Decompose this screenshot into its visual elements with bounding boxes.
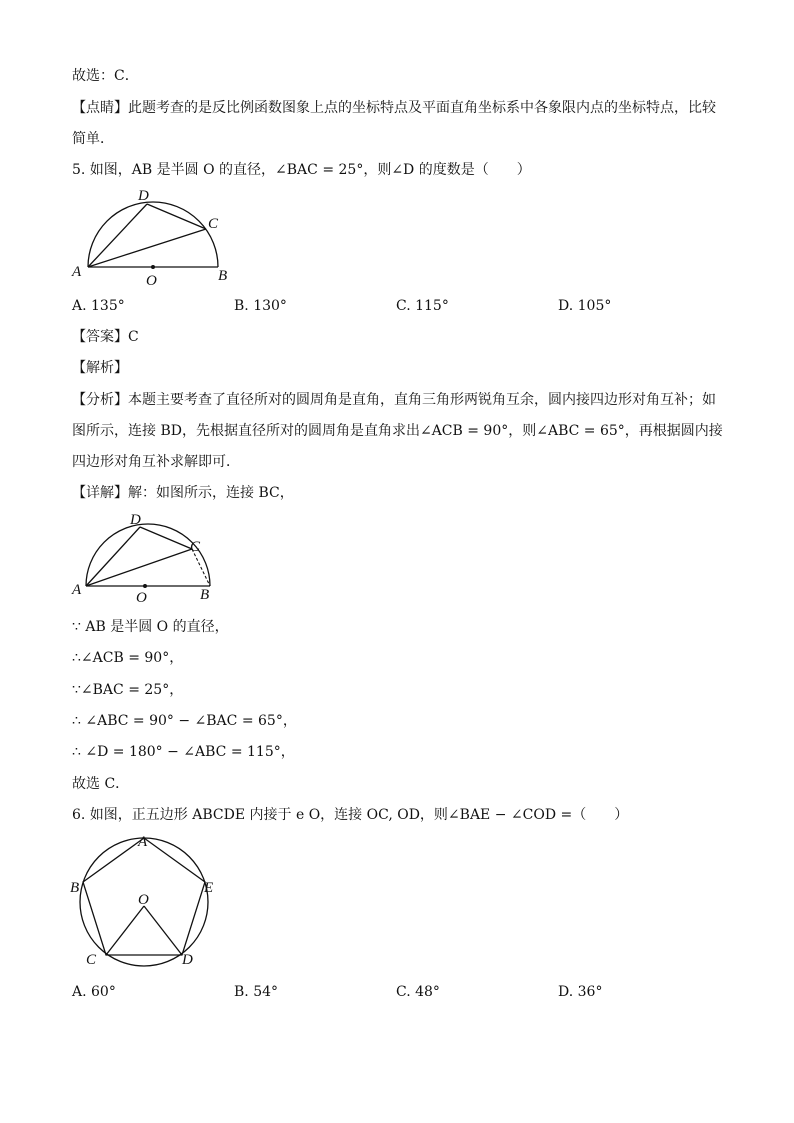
text-line: 四边形对角互补求解即可． — [72, 454, 240, 470]
label-c: C — [86, 952, 97, 968]
text-line: ∴ ∠ABC = 90° − ∠BAC = 65°， — [72, 713, 297, 729]
q6-option-a: A. 60° — [72, 984, 116, 1000]
label-c: C — [208, 216, 219, 232]
label-o: O — [136, 590, 147, 606]
text-line: 【点睛】此题考查的是反比例函数图象上点的坐标特点及平面直角坐标系中各象限内点的坐标特点，比较 — [72, 100, 716, 116]
text-line: 图所示，连接 BD，先根据直径所对的圆周角是直角求出∠ACB = 90°，则∠ABC = 65°，再根据圆内接 — [72, 423, 723, 439]
label-o: O — [138, 892, 149, 908]
label-b: B — [70, 880, 80, 896]
label-c: C — [190, 539, 201, 555]
text-line: ∴ ∠D = 180° − ∠ABC = 115°， — [72, 744, 295, 760]
label-o: O — [146, 273, 157, 288]
pentagon-circle-figure — [66, 830, 226, 976]
label-b: B — [200, 587, 210, 603]
label-d: D — [130, 512, 141, 528]
label-d: D — [138, 188, 149, 204]
semicircle-figure-1 — [70, 184, 240, 288]
q6-option-c: C. 48° — [396, 984, 440, 1000]
q6-option-d: D. 36° — [558, 984, 603, 1000]
text-line: ∴∠ACB = 90°， — [72, 650, 184, 666]
semicircle-figure-2 — [68, 510, 228, 606]
text-line: 故选 C． — [72, 776, 130, 792]
q5-option-b: B. 130° — [234, 298, 287, 314]
answer-line: 【答案】C — [72, 329, 139, 345]
q5-option-c: C. 115° — [396, 298, 449, 314]
text-line: 简单． — [72, 131, 114, 147]
label-e: E — [204, 880, 214, 896]
question-6: 6. 如图，正五边形 ABCDE 内接于 e O，连接 OC, OD，则∠BAE − ∠COD =（ ） — [72, 807, 629, 823]
label-a: A — [138, 834, 148, 850]
text-line: 【分析】本题主要考查了直径所对的圆周角是直角，直角三角形两锐角互余，圆内接四边形对角互补；如 — [72, 392, 716, 408]
q5-option-d: D. 105° — [558, 298, 612, 314]
text-line: 故选：C． — [72, 68, 139, 84]
label-b: B — [218, 268, 228, 284]
q5-option-a: A. 135° — [72, 298, 125, 314]
text-line: 【详解】解：如图所示，连接 BC， — [72, 485, 294, 501]
q6-option-b: B. 54° — [234, 984, 279, 1000]
label-a: A — [72, 582, 82, 598]
question-5: 5. 如图，AB 是半圆 O 的直径，∠BAC = 25°，则∠D 的度数是（ ） — [72, 162, 531, 178]
text-line: ∵∠BAC = 25°， — [72, 682, 184, 698]
label-d: D — [182, 952, 193, 968]
analysis-heading: 【解析】 — [72, 360, 128, 376]
label-a: A — [72, 264, 82, 280]
text-line: ∵ AB 是半圆 O 的直径， — [72, 619, 229, 635]
